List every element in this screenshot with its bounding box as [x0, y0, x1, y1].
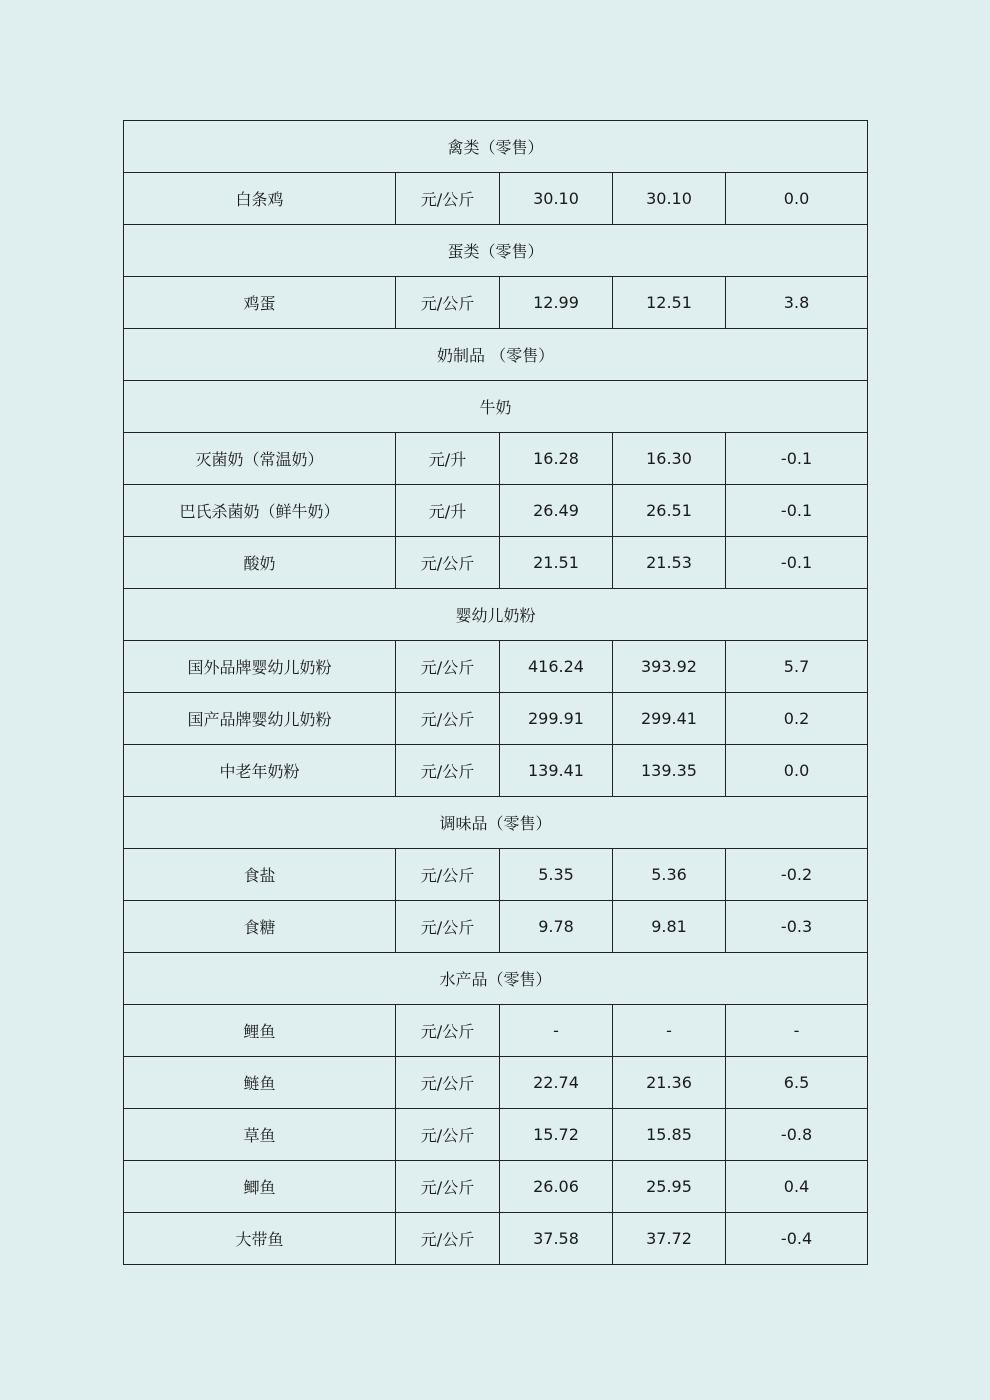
change-percent-cell: -0.4	[726, 1213, 868, 1265]
item-name-cell: 大带鱼	[124, 1213, 396, 1265]
item-name-cell: 酸奶	[124, 537, 396, 589]
table-row	[124, 485, 868, 537]
section-header-row	[124, 589, 868, 641]
current-price-cell: 37.58	[500, 1213, 613, 1265]
change-percent-cell: -0.2	[726, 849, 868, 901]
item-name-cell: 鲢鱼	[124, 1057, 396, 1109]
section-label: 蛋类（零售）	[124, 225, 868, 277]
current-price-cell: 299.91	[500, 693, 613, 745]
item-name-cell: 中老年奶粉	[124, 745, 396, 797]
change-percent-cell: 3.8	[726, 277, 868, 329]
unit-cell: 元/公斤	[396, 901, 500, 953]
item-name-cell: 食糖	[124, 901, 396, 953]
unit-cell: 元/公斤	[396, 849, 500, 901]
section-header-row	[124, 329, 868, 381]
table-row	[124, 1005, 868, 1057]
unit-cell: 元/公斤	[396, 1161, 500, 1213]
item-name-cell: 食盐	[124, 849, 396, 901]
previous-price-cell: 5.36	[613, 849, 726, 901]
change-percent-cell: -0.1	[726, 485, 868, 537]
current-price-cell: 15.72	[500, 1109, 613, 1161]
current-price-cell: 16.28	[500, 433, 613, 485]
table-row	[124, 1109, 868, 1161]
change-percent-cell: 6.5	[726, 1057, 868, 1109]
previous-price-cell: 299.41	[613, 693, 726, 745]
unit-cell: 元/公斤	[396, 1109, 500, 1161]
section-header-row	[124, 121, 868, 173]
change-percent-cell: -0.8	[726, 1109, 868, 1161]
unit-cell: 元/公斤	[396, 1005, 500, 1057]
section-label: 牛奶	[124, 381, 868, 433]
current-price-cell: 26.06	[500, 1161, 613, 1213]
previous-price-cell: 37.72	[613, 1213, 726, 1265]
current-price-cell: -	[500, 1005, 613, 1057]
previous-price-cell: 25.95	[613, 1161, 726, 1213]
table-row	[124, 537, 868, 589]
change-percent-cell: 0.0	[726, 745, 868, 797]
item-name-cell: 草鱼	[124, 1109, 396, 1161]
unit-cell: 元/公斤	[396, 173, 500, 225]
table-row	[124, 901, 868, 953]
table-row	[124, 1057, 868, 1109]
change-percent-cell: -0.1	[726, 433, 868, 485]
item-name-cell: 鲫鱼	[124, 1161, 396, 1213]
current-price-cell: 12.99	[500, 277, 613, 329]
unit-cell: 元/公斤	[396, 1213, 500, 1265]
current-price-cell: 416.24	[500, 641, 613, 693]
unit-cell: 元/升	[396, 433, 500, 485]
price-table	[123, 120, 868, 1265]
previous-price-cell: -	[613, 1005, 726, 1057]
unit-cell: 元/升	[396, 485, 500, 537]
table-row	[124, 433, 868, 485]
section-label: 调味品（零售）	[124, 797, 868, 849]
previous-price-cell: 26.51	[613, 485, 726, 537]
section-header-row	[124, 225, 868, 277]
item-name-cell: 灭菌奶（常温奶）	[124, 433, 396, 485]
previous-price-cell: 393.92	[613, 641, 726, 693]
item-name-cell: 鸡蛋	[124, 277, 396, 329]
section-header-row	[124, 953, 868, 1005]
price-table-body	[124, 121, 868, 1265]
section-label: 禽类（零售）	[124, 121, 868, 173]
unit-cell: 元/公斤	[396, 277, 500, 329]
item-name-cell: 国外品牌婴幼儿奶粉	[124, 641, 396, 693]
previous-price-cell: 139.35	[613, 745, 726, 797]
item-name-cell: 鲤鱼	[124, 1005, 396, 1057]
table-row	[124, 745, 868, 797]
current-price-cell: 26.49	[500, 485, 613, 537]
unit-cell: 元/公斤	[396, 641, 500, 693]
previous-price-cell: 30.10	[613, 173, 726, 225]
current-price-cell: 30.10	[500, 173, 613, 225]
section-label: 水产品（零售）	[124, 953, 868, 1005]
item-name-cell: 国产品牌婴幼儿奶粉	[124, 693, 396, 745]
previous-price-cell: 9.81	[613, 901, 726, 953]
table-row	[124, 1161, 868, 1213]
current-price-cell: 22.74	[500, 1057, 613, 1109]
table-row	[124, 173, 868, 225]
item-name-cell: 白条鸡	[124, 173, 396, 225]
change-percent-cell: 0.2	[726, 693, 868, 745]
section-label: 婴幼儿奶粉	[124, 589, 868, 641]
change-percent-cell: 0.0	[726, 173, 868, 225]
previous-price-cell: 12.51	[613, 277, 726, 329]
current-price-cell: 21.51	[500, 537, 613, 589]
table-row	[124, 1213, 868, 1265]
change-percent-cell: 5.7	[726, 641, 868, 693]
table-row	[124, 277, 868, 329]
current-price-cell: 5.35	[500, 849, 613, 901]
section-header-row	[124, 381, 868, 433]
item-name-cell: 巴氏杀菌奶（鲜牛奶）	[124, 485, 396, 537]
unit-cell: 元/公斤	[396, 1057, 500, 1109]
current-price-cell: 9.78	[500, 901, 613, 953]
table-row	[124, 849, 868, 901]
previous-price-cell: 16.30	[613, 433, 726, 485]
change-percent-cell: 0.4	[726, 1161, 868, 1213]
unit-cell: 元/公斤	[396, 537, 500, 589]
table-row	[124, 641, 868, 693]
unit-cell: 元/公斤	[396, 693, 500, 745]
previous-price-cell: 15.85	[613, 1109, 726, 1161]
section-label: 奶制品 （零售）	[124, 329, 868, 381]
previous-price-cell: 21.36	[613, 1057, 726, 1109]
table-row	[124, 693, 868, 745]
change-percent-cell: -0.1	[726, 537, 868, 589]
change-percent-cell: -0.3	[726, 901, 868, 953]
section-header-row	[124, 797, 868, 849]
change-percent-cell: -	[726, 1005, 868, 1057]
unit-cell: 元/公斤	[396, 745, 500, 797]
current-price-cell: 139.41	[500, 745, 613, 797]
previous-price-cell: 21.53	[613, 537, 726, 589]
